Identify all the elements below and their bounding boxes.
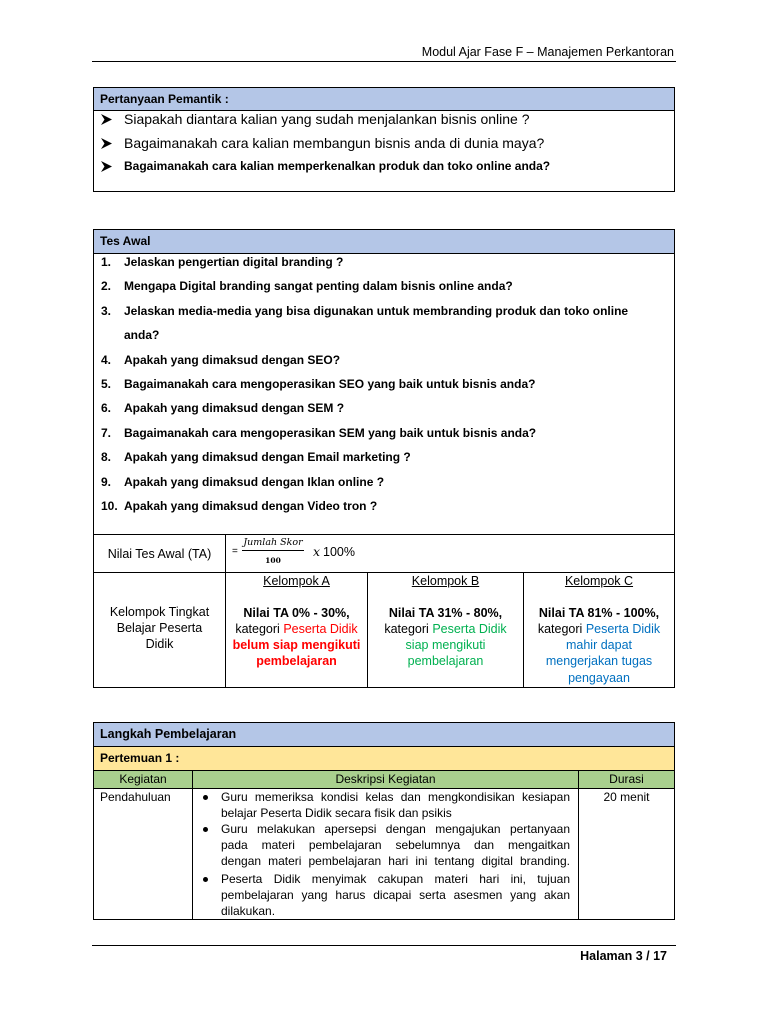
column-header-deskripsi: Deskripsi Kegiatan <box>193 771 579 788</box>
tes-awal-question-3-continued <box>94 323 674 347</box>
deskripsi-line: belajar Peserta Didik secara fisik dan psikis <box>221 806 452 820</box>
kegiatan-cell: Pendahuluan <box>94 789 193 919</box>
question-number: 10. <box>101 498 118 513</box>
kelompok-b-desc: pembelajaran <box>407 654 484 669</box>
deskripsi-line: dilakukan. <box>221 904 276 918</box>
question-text: Apakah yang dimaksud dengan SEM ? <box>124 401 345 416</box>
question-number: 4. <box>101 352 112 367</box>
tes-awal-question-6 <box>94 396 674 420</box>
tes-awal-question-10 <box>94 494 674 518</box>
tes-awal-question-3 <box>94 299 674 323</box>
pemantik-question-1 <box>94 110 674 128</box>
kelompok-tingkat-label: Kelompok Tingkat Belajar Peserta Didik <box>94 573 226 687</box>
deskripsi-line: pembelajaran yang harus dicapai serta asesmen yang akan <box>221 888 570 902</box>
question-text: Apakah yang dimaksud dengan Email marketing ? <box>124 450 411 465</box>
tes-awal-question-5 <box>94 372 674 396</box>
formula-equals: = <box>232 546 238 557</box>
nilai-tes-awal-label: Nilai Tes Awal (TA) <box>94 535 226 572</box>
kelompok-a-range: Nilai TA 0% - 30%, <box>243 606 350 621</box>
question-text: Apakah yang dimaksud dengan Video tron ? <box>124 498 378 513</box>
kelompok-b-title: Kelompok B <box>411 574 480 588</box>
deskripsi-line: Guru melakukan apersepsi dengan mengajukan pertanyaan <box>221 822 570 836</box>
deskripsi-line: Guru memeriksa kondisi kelas dan mengkondisikan kesiapan <box>221 790 570 804</box>
arrow-bullet-icon <box>101 161 112 172</box>
kelompok-c-desc: pengayaan <box>568 670 630 685</box>
module-title: Modul Ajar Fase F – Manajemen Perkantoran <box>421 45 674 59</box>
question-number: 6. <box>101 401 112 416</box>
pertanyaan-pemantik-box <box>93 87 675 192</box>
tes-awal-box <box>93 229 675 688</box>
deskripsi-cell <box>193 789 579 919</box>
langkah-pembelajaran-heading: Langkah Pembelajaran <box>94 723 674 747</box>
kelompok-c-desc: mahir dapat <box>565 638 632 653</box>
tes-awal-question-2 <box>94 274 674 298</box>
pemantik-question-text: Bagaimanakah cara kalian memperkenalkan produk dan toko online anda? <box>124 159 551 173</box>
formula-fraction <box>240 537 306 571</box>
langkah-pembelajaran-box <box>93 722 675 920</box>
kelompok-a-desc: pembelajaran <box>256 654 337 669</box>
bullet-icon <box>203 827 208 832</box>
bullet-icon <box>203 795 208 800</box>
pemantik-question-2 <box>94 134 674 152</box>
pemantik-question-3 <box>94 158 674 174</box>
kelompok-c-kategori <box>524 621 674 637</box>
bullet-icon <box>203 877 208 882</box>
kelompok-a-cell <box>226 573 368 687</box>
tes-awal-question-7 <box>94 421 674 445</box>
kelompok-c-cell <box>524 573 674 687</box>
arrow-bullet-icon <box>101 114 112 125</box>
kategori-subject: Peserta Didik <box>432 622 507 637</box>
question-text: Jelaskan media-media yang bisa digunakan untuk membranding produk dan toko online <box>124 303 629 318</box>
question-text: Mengapa Digital branding sangat penting dalam bisnis online anda? <box>124 279 513 294</box>
tes-awal-question-list <box>94 250 674 518</box>
tes-awal-question-9 <box>94 470 674 494</box>
tes-awal-question-4 <box>94 348 674 372</box>
pemantik-question-text: Bagaimanakah cara kalian membangun bisnis anda di dunia maya? <box>124 135 545 151</box>
durasi-cell: 20 menit <box>603 790 650 804</box>
kelompok-b-cell <box>368 573 524 687</box>
formula-times: x <box>313 544 321 559</box>
question-text: Bagaimanakah cara mengoperasikan SEM yang baik untuk bisnis anda? <box>124 425 537 440</box>
kategori-text: kategori <box>537 622 583 637</box>
kategori-subject: Peserta Didik <box>283 622 358 637</box>
deskripsi-bullet-2 <box>193 821 578 869</box>
fraction-bar <box>242 550 304 551</box>
question-number: 8. <box>101 450 112 465</box>
question-number: 3. <box>101 303 112 318</box>
column-header-kegiatan: Kegiatan <box>94 771 193 788</box>
footer-rule <box>92 945 676 946</box>
question-number: 7. <box>101 425 112 440</box>
kelompok-b-desc: siap mengikuti <box>405 638 486 653</box>
question-text: Jelaskan pengertian digital branding ? <box>124 255 344 269</box>
kelompok-a-title: Kelompok A <box>263 574 330 588</box>
question-text: Apakah yang dimaksud dengan SEO? <box>124 352 341 367</box>
column-header-durasi: Durasi <box>609 772 644 786</box>
question-text: anda? <box>124 328 160 343</box>
formula-numerator: Jumlah Skor <box>243 537 303 548</box>
kelompok-row <box>94 572 674 687</box>
question-number: 5. <box>101 376 112 391</box>
kelompok-b-kategori <box>368 621 523 637</box>
pertanyaan-pemantik-heading: Pertanyaan Pemantik : <box>94 88 674 111</box>
kelompok-c-desc: mengerjakan tugas <box>545 654 653 669</box>
kelompok-a-kategori <box>226 621 367 637</box>
kategori-text: kategori <box>384 622 429 637</box>
deskripsi-line: dengan materi pembelajaran hari ini tentang digital branding. <box>221 854 570 868</box>
question-text: Apakah yang dimaksud dengan Iklan online ? <box>124 474 385 489</box>
question-number: 1. <box>101 255 112 269</box>
arrow-bullet-icon <box>101 138 112 149</box>
formula-percent: 100% <box>323 545 355 559</box>
kelompok-a-desc: belum siap mengikuti <box>232 638 361 653</box>
question-number: 9. <box>101 474 112 489</box>
column-header-row <box>94 771 674 789</box>
deskripsi-bullet-3 <box>193 871 578 919</box>
header-rule <box>92 61 676 62</box>
kategori-subject: Peserta Didik <box>585 622 661 637</box>
formula-denominator: 100 <box>265 556 281 565</box>
pertemuan-heading: Pertemuan 1 : <box>94 747 674 771</box>
question-number: 2. <box>101 279 112 294</box>
kategori-text: kategori <box>235 622 280 637</box>
question-text: Bagaimanakah cara mengoperasikan SEO yang baik untuk bisnis anda? <box>124 376 536 391</box>
tes-awal-question-1 <box>94 250 674 274</box>
table-row <box>94 789 674 919</box>
deskripsi-line: Peserta Didik menyimak cakupan materi hari ini, tujuan <box>221 872 570 886</box>
nilai-formula <box>226 535 674 572</box>
tes-awal-heading: Tes Awal <box>94 230 674 254</box>
deskripsi-line: pada materi pembelajaran sebelumnya dan mengaitkan <box>221 838 570 852</box>
kelompok-c-title: Kelompok C <box>564 574 634 588</box>
kelompok-c-range: Nilai TA 81% - 100%, <box>538 606 660 621</box>
tes-awal-question-8 <box>94 445 674 469</box>
nilai-tes-awal-row <box>94 534 674 572</box>
pemantik-question-text: Siapakah diantara kalian yang sudah menjalankan bisnis online ? <box>124 111 530 127</box>
page-number: Halaman 3 / 17 <box>580 949 667 963</box>
deskripsi-bullet-1 <box>193 789 578 821</box>
kelompok-b-range: Nilai TA 31% - 80%, <box>388 606 503 621</box>
